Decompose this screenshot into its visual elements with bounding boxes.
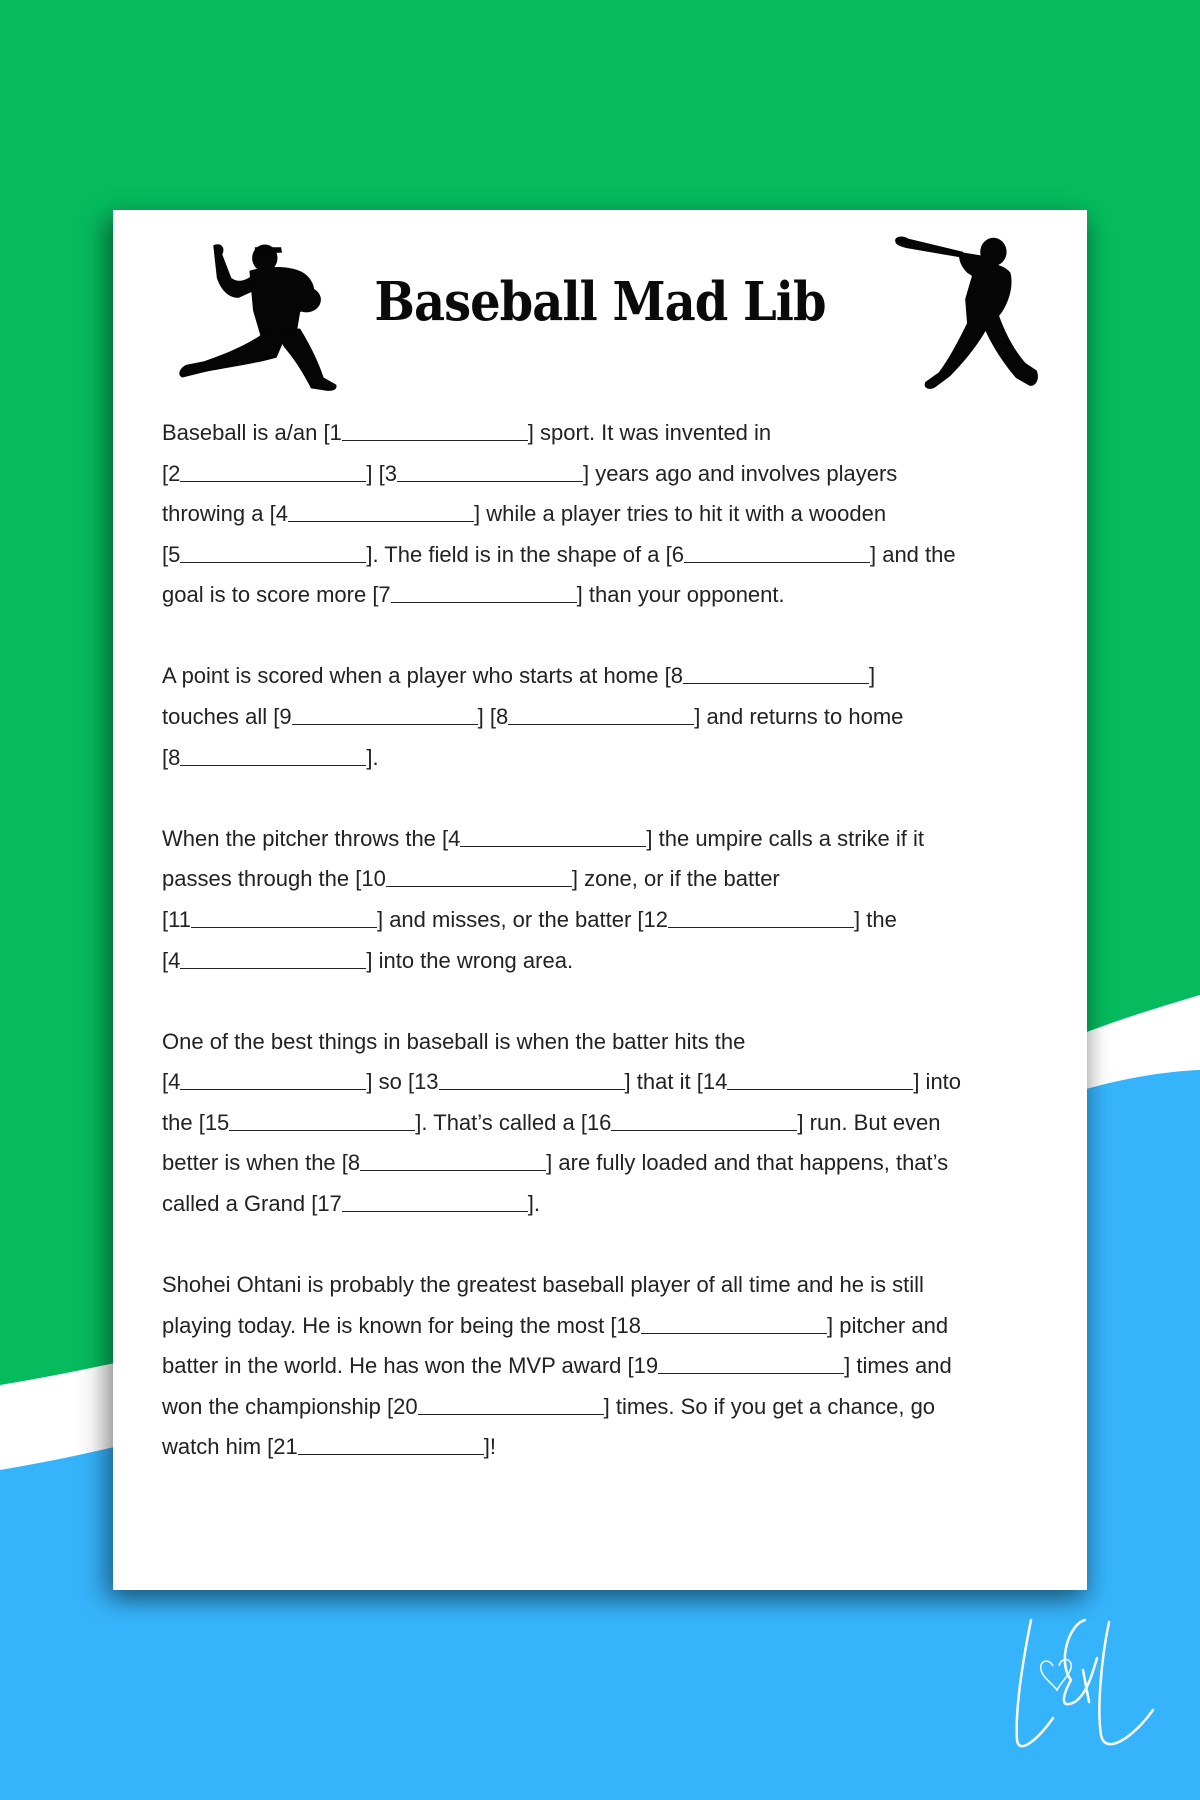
text-line [162,413,1042,454]
blank-underline[interactable] [727,1070,913,1090]
static-text: into the wrong area. [372,947,574,973]
blank-7[interactable]: [7 ] [372,582,583,608]
static-text: . [372,744,379,770]
blank-underline[interactable] [180,949,366,969]
blank-8[interactable]: [8 ] [489,704,701,730]
paragraph-4 [162,1022,1042,1225]
blank-5[interactable]: [5 ] [162,541,373,567]
static-text: and misses, or the batter [383,906,638,932]
logo-letter-l-right [1099,1622,1153,1744]
blank-underline[interactable] [191,908,377,928]
blank-underline[interactable] [611,1111,797,1131]
static-text: the [162,1109,199,1135]
static-text: while a player tries to hit it with a wooden [480,501,887,527]
blank-underline[interactable] [180,1070,366,1090]
blank-underline[interactable] [180,462,366,482]
blank-4[interactable]: [4 ] [162,947,373,973]
static-text: watch him [162,1434,268,1460]
text-line [162,1143,1042,1184]
paragraph-1 [162,413,1042,616]
static-text: playing today. He is known for being the most [162,1312,611,1338]
static-text [372,461,378,486]
blank-underline[interactable] [683,664,869,684]
blank-underline[interactable] [342,1192,528,1212]
text-line [162,859,1042,900]
blank-underline[interactable] [180,543,366,563]
static-text: ! [489,1434,496,1460]
blank-4[interactable]: [4 ] [442,825,653,851]
text-line [162,1387,1042,1428]
text-line [162,656,1042,697]
static-text: run. But even [803,1109,941,1135]
blank-4[interactable]: [4 ] [162,1069,373,1095]
text-line [162,494,1042,535]
text-line [162,941,1042,982]
blank-underline[interactable] [342,421,528,441]
text-line [162,1184,1042,1225]
text-line [162,819,1042,860]
static-text: so [372,1069,408,1095]
static-text: . The field is in the shape of a [372,541,666,567]
static-text: times. So if you get a chance, go [609,1393,936,1419]
static-text: sport. It was invented in [533,420,772,445]
text-line [162,900,1042,941]
blank-underline[interactable] [391,583,577,603]
blank-20[interactable]: [20 ] [387,1393,610,1419]
static-text: zone, or if the batter [577,866,780,892]
static-text: the umpire calls a strike if it [652,825,924,851]
text-line [162,738,1042,779]
blank-underline[interactable] [360,1151,546,1171]
static-text: touches all [162,704,274,730]
blank-19[interactable]: [19 ] [627,1353,851,1379]
static-text: batter in the world. He has won the MVP award [162,1353,628,1379]
blank-8[interactable]: [8 ] [341,1150,553,1176]
blank-underline[interactable] [229,1111,415,1131]
blank-underline[interactable] [668,908,854,928]
page-title: Baseball Mad Lib [374,270,826,334]
blank-16[interactable]: [16 ] [580,1109,804,1135]
blank-18[interactable]: [18 ] [610,1312,834,1338]
static-text: times and [850,1353,952,1379]
static-text: better is when the [162,1150,342,1176]
static-text: passes through the [162,866,356,892]
blank-12[interactable]: [12 ] [637,906,861,932]
static-text [484,704,490,729]
blank-underline[interactable] [460,827,646,847]
blank-1[interactable]: [1 ] [323,420,534,445]
blank-3[interactable]: [3 ] [378,460,590,486]
text-line [162,1427,1042,1468]
text-line [162,1346,1042,1387]
mad-lib-body [162,413,1042,1509]
blank-2[interactable]: [2 ] [162,460,373,486]
text-line [162,575,1042,616]
blank-17[interactable]: [17 ] [311,1191,534,1216]
static-text: and the [876,541,956,567]
blank-14[interactable]: [14 ] [696,1069,920,1095]
blank-10[interactable]: [10 ] [355,866,578,892]
blank-underline[interactable] [298,1435,484,1455]
text-line [162,535,1042,576]
static-text: into [919,1069,962,1095]
text-line [162,1265,1042,1306]
blank-21[interactable]: [21 ] [267,1434,490,1460]
static-text: called a Grand [162,1191,312,1216]
paragraph-2 [162,656,1042,778]
static-text: pitcher and [833,1312,949,1338]
static-text: One of the best things in baseball is when the batter hits the [162,1028,746,1054]
static-text: the [860,906,897,932]
blank-4[interactable]: [4 ] [269,501,481,527]
logo-letter-l-left [1017,1620,1053,1746]
blank-underline[interactable] [292,705,478,725]
blank-underline[interactable] [684,543,870,563]
worksheet-page [113,210,1087,1590]
blank-underline[interactable] [397,462,583,482]
static-text: . That’s called a [421,1109,581,1135]
static-text: goal is to score more [162,582,373,608]
blank-9[interactable]: [9 ] [273,704,484,730]
blank-underline[interactable] [439,1070,625,1090]
blank-underline[interactable] [180,746,366,766]
text-line [162,697,1042,738]
batter-silhouette-icon [888,228,1048,400]
static-text: than your opponent. [582,582,785,608]
static-text: Baseball is a/an [162,420,324,445]
text-line [162,1022,1042,1063]
static-text: A point is scored when a player who starts at home [162,663,665,689]
text-line [162,1103,1042,1144]
static-text: are fully loaded and that happens, that’s [552,1150,949,1176]
static-text: won the championship [162,1393,388,1419]
static-text: and returns to home [700,704,904,730]
static-text: Shohei Ohtani is probably the greatest baseball player of all time and he is still [162,1272,924,1298]
paragraph-3 [162,819,1042,981]
blank-11[interactable]: [11 ] [162,906,384,932]
blank-6[interactable]: [6 ] [665,541,877,567]
blank-underline[interactable] [288,502,474,522]
blank-underline[interactable] [386,867,572,887]
blank-8[interactable]: [8 ] [162,744,373,770]
text-line [162,1062,1042,1103]
paragraph-5 [162,1265,1042,1468]
static-text: When the pitcher throws the [162,825,443,851]
static-text: . [533,1191,541,1216]
blank-underline[interactable] [508,705,694,725]
static-text: years ago and involves players [589,460,898,486]
text-line [162,454,1042,495]
blank-13[interactable]: [13 ] [407,1069,631,1095]
blank-underline[interactable] [658,1354,844,1374]
logo-ampersand [1064,1620,1097,1704]
blank-underline[interactable] [418,1395,604,1415]
blank-15[interactable]: [15 ] [198,1109,422,1135]
static-text: that it [630,1069,697,1095]
brand-logo [1005,1610,1180,1760]
static-text: throwing a [162,501,270,527]
blank-underline[interactable] [641,1314,827,1334]
text-line [162,1306,1042,1347]
blank-8[interactable]: [8 ] [664,663,876,689]
